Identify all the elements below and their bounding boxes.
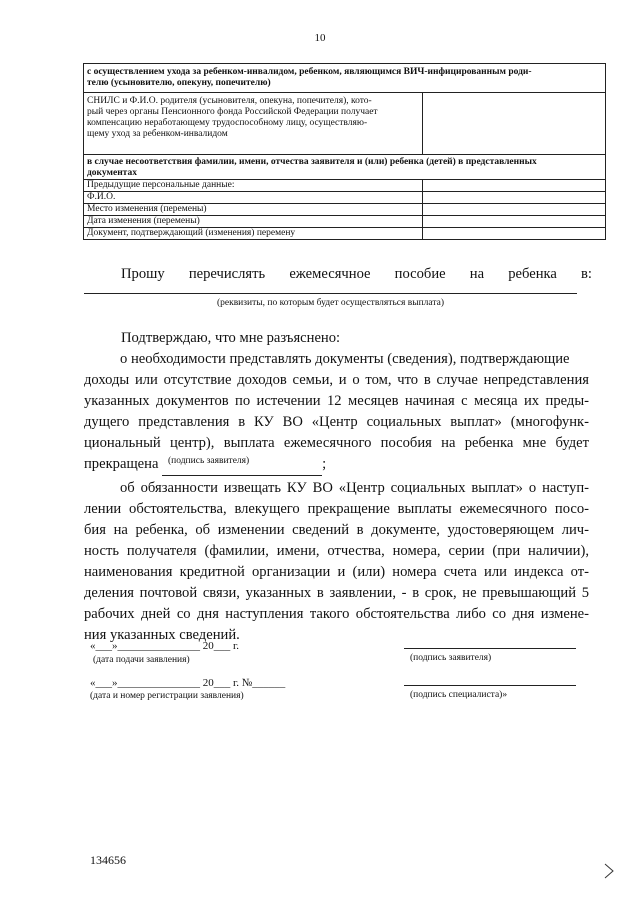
- table-row: Дата изменения (перемены): [84, 216, 423, 228]
- paragraph-1: о необходимости представлять документы (сведения), подтверждающие доходы или отсутствие доходов семьи, и о том, что в случае непредставления указанных документов по истечении 12 месяцев начиная с месяца их преды- дущего представления в КУ ВО «Центр социальных выплат» (многофунк- циональный центр), выплата ежемесячного пособия на ребенка мне будет прекращена ;: [84, 349, 589, 476]
- table-value-cell[interactable]: [423, 180, 606, 192]
- scan-mark-icon: [602, 862, 616, 880]
- snils-label-cell: СНИЛС и Ф.И.О. родителя (усыновителя, опекуна, попечителя), кото- рый через органы Пенсионного фонда Российской Федерации получает компенсацию неработающему трудоспособному лицу, осуществляю- щему уход за ребенком-инвалидом: [84, 93, 423, 155]
- data-table: [83, 63, 606, 240]
- specialist-signature-caption: (подпись специалиста)»: [410, 690, 508, 700]
- table-value-cell[interactable]: [423, 192, 606, 204]
- table-value-cell[interactable]: [423, 216, 606, 228]
- confirm-title: Подтверждаю, что мне разъяснено:: [121, 330, 341, 346]
- specialist-signature-field[interactable]: [404, 685, 576, 686]
- applicant-signature-field[interactable]: [404, 648, 576, 649]
- request-line: Прошу перечислять ежемесячное пособие на ребенка в:: [121, 266, 592, 282]
- footer-code: 134656: [90, 853, 126, 867]
- table-row: Ф.И.О.: [84, 192, 423, 204]
- table-value-cell[interactable]: [423, 204, 606, 216]
- submission-date-caption: (дата подачи заявления): [93, 655, 190, 665]
- table-header-mismatch: в случае несоответствия фамилии, имени, отчества заявителя и (или) ребенка (детей) в представленных документах: [84, 155, 606, 180]
- requisites-line[interactable]: [84, 293, 577, 294]
- snils-value-cell[interactable]: [423, 93, 606, 155]
- table-header-care: с осуществлением ухода за ребенком-инвалидом, ребенком, являющимся ВИЧ-инфицированным роди- телю (усыновителю, опекуну, попечителю): [84, 64, 606, 93]
- page-number: 10: [314, 32, 326, 44]
- paragraph-2: об обязанности извещать КУ ВО «Центр социальных выплат» о наступ- лении обстоятельства, влекущего прекращение выплаты ежемесячного посо- бия на ребенка, об изменении сведений в документе, удостоверяющем лич- ность получателя (фамилии, имени, отчества, номера, серии (при наличии), наименования кредитной организации и (или) номера счета или индекса от- деления почтовой связи, указанных в заявлении, - в срок, не превышающий 5 рабочих дней со дня наступления такого обстоятельства либо со дня измене- ния указанных сведений.: [84, 480, 589, 643]
- requisites-caption: (реквизиты, по которым будет осуществляться выплата): [216, 298, 445, 308]
- table-row: Документ, подтверждающий (изменения) перемену: [84, 228, 423, 240]
- registration-date-caption: (дата и номер регистрации заявления): [90, 691, 244, 701]
- submission-date-field[interactable]: «___»_______________ 20___ г.: [90, 640, 240, 652]
- registration-date-field[interactable]: «___»_______________ 20___ г. №______: [90, 677, 286, 689]
- table-row: Место изменения (перемены): [84, 204, 423, 216]
- table-value-cell[interactable]: [423, 228, 606, 240]
- applicant-signature-caption: (подпись заявителя): [168, 456, 250, 466]
- applicant-signature-caption-2: (подпись заявителя): [410, 653, 492, 663]
- table-row: Предыдущие персональные данные:: [84, 180, 423, 192]
